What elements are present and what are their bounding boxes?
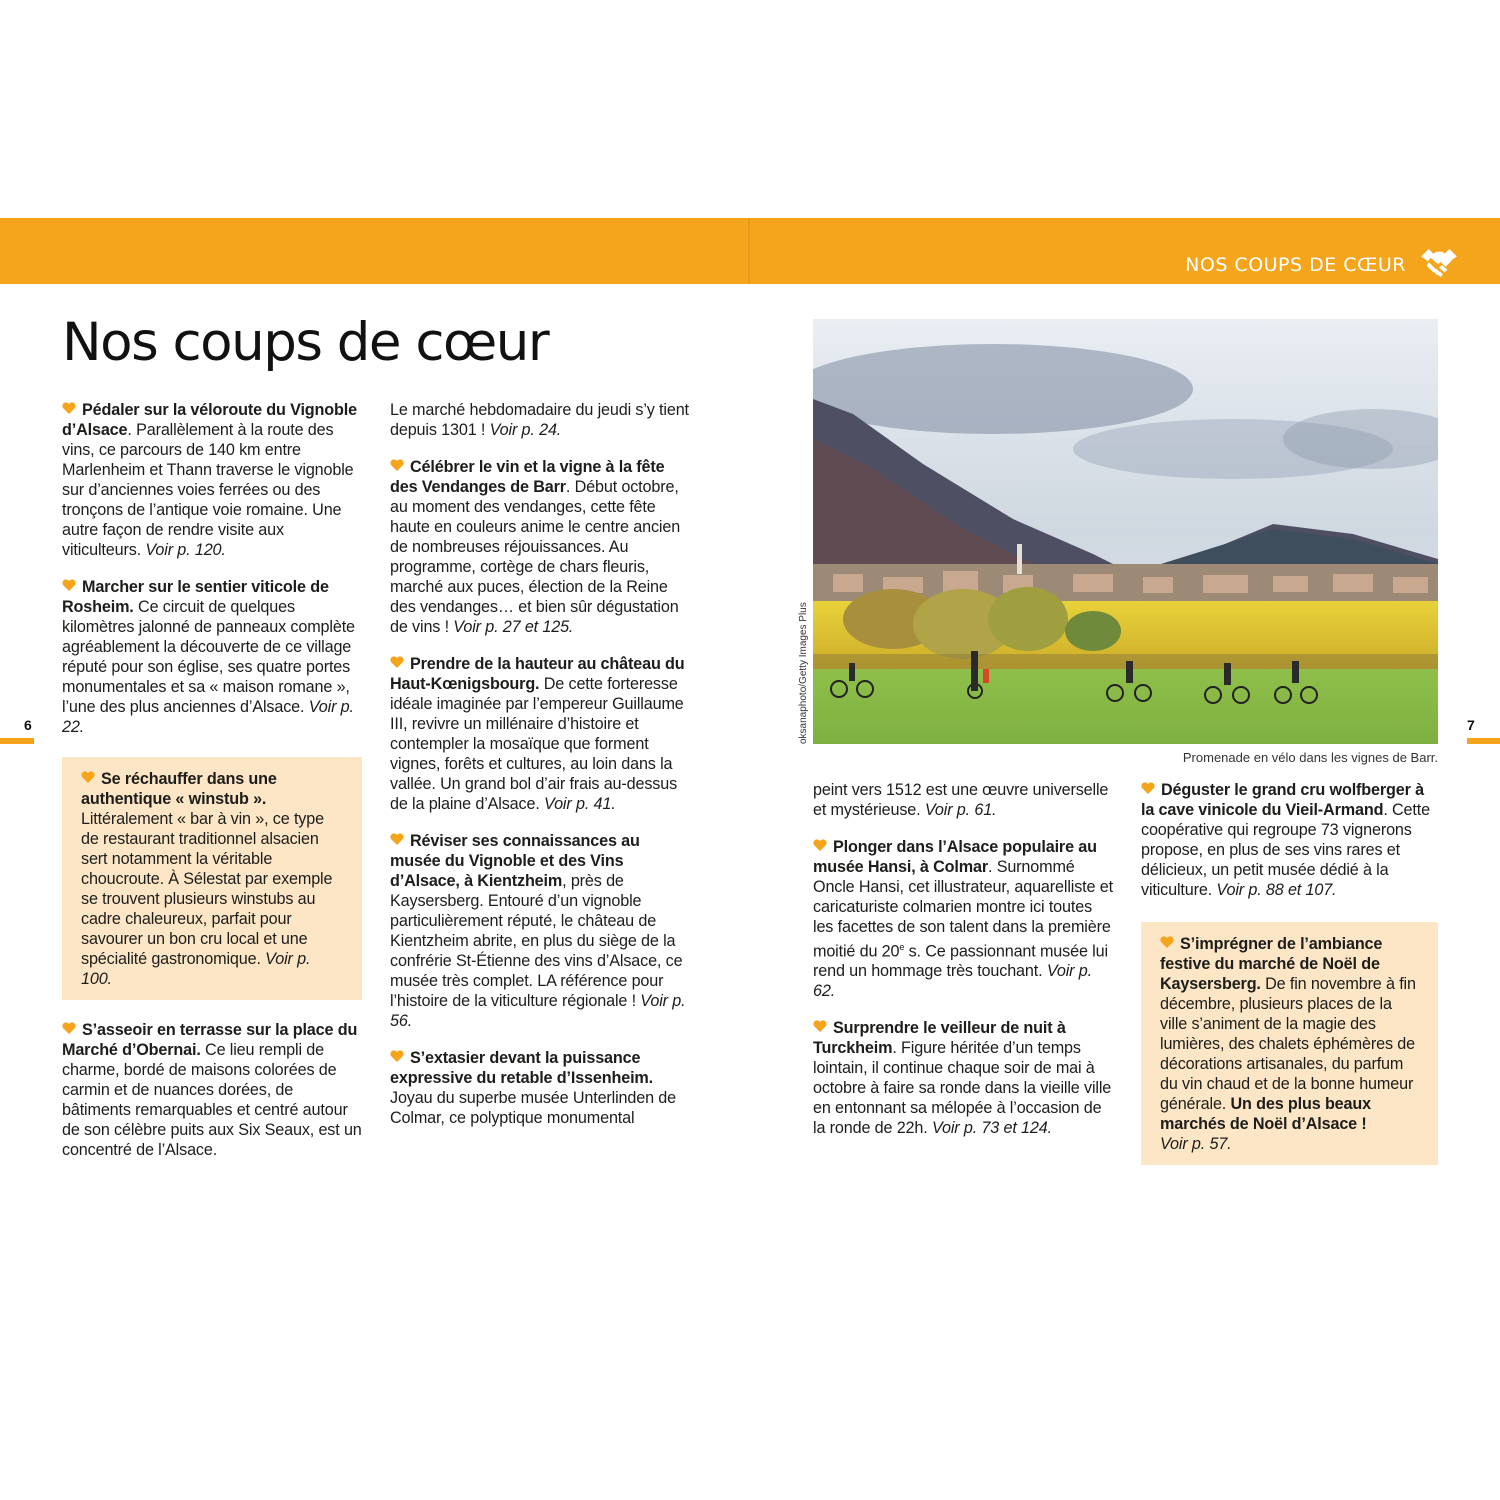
photo-cycling-vineyards-barr: [813, 319, 1438, 744]
photo-credit: oksanaphoto/Getty Images Plus: [798, 602, 809, 744]
page-reference: Voir p. 24.: [489, 421, 562, 439]
entry-title: Réviser ses connaissances au musée du Vignoble et des Vins d’Alsace, à Kientzheim: [390, 832, 640, 890]
entry-body: De cette forteresse idéale imaginée par l’empereur Guillaume III, revivre un millénaire d’histoire et contempler la mosaïque que forment vignes, forêts et cultures, au loin dans la vallée. Un grand bol d’air frais au-dessus de la plaine d’Alsace.: [390, 675, 684, 813]
heart-icon: [62, 579, 76, 591]
heart-icon: [62, 402, 76, 414]
column-1: [62, 400, 362, 1177]
punct: .: [127, 421, 137, 439]
punct: .: [892, 1039, 902, 1058]
page-reference: Voir p. 100.: [81, 950, 311, 988]
entry-haut-koenigsbourg: [390, 654, 690, 814]
entry-body: Littéralement « bar à vin », ce type de restaurant traditionnel alsacien sert notamment la véritable choucroute. À Sélestat par exemple se trouvent plusieurs winstubs au cadre chaleureux, parfait pour savourer un bon cru local et une spécialité gastronomique.: [81, 810, 333, 968]
entry-title: Se réchauffer dans une authentique « winstub ».: [81, 770, 277, 808]
entry-title: S’extasier devant la puissance expressive du retable d’Issenheim.: [390, 1049, 654, 1087]
folio-bar-left: [0, 738, 34, 744]
page-reference: Voir p. 22.: [62, 698, 354, 736]
heart-icon: [1160, 936, 1174, 948]
page-reference: Voir p. 120.: [145, 541, 226, 559]
entry-title: Surprendre le veilleur de nuit à Turckheim: [813, 1019, 1066, 1058]
page-reference: Voir p. 41.: [544, 795, 616, 813]
page-number-left: 6: [24, 717, 32, 733]
entry-obernai-continued: [390, 400, 690, 440]
page-number-right: 7: [1467, 717, 1475, 733]
punct: ,: [562, 872, 571, 890]
heart-icon: [813, 1020, 827, 1032]
column-3: [813, 780, 1113, 1155]
heart-icon: [390, 833, 404, 845]
entry-body: Ce circuit de quelques kilomètres jalonné de panneaux complète agréablement la découverte de ce village réputé pour son église, ses quatre portes monumentales et sa « maison romane », l’une des plus anciennes d’Alsace.: [62, 598, 355, 716]
entry-body: Figure héritée d’un temps lointain, il continue chaque soir de mai à octobre à faire sa ronde dans la vieille ville en entonnant sa mélopée à l’occasion de la ronde de 22h.: [813, 1039, 1112, 1138]
page-reference: Voir p. 88 et 107.: [1216, 881, 1337, 899]
entry-kientzheim: [390, 831, 690, 1031]
entry-body: près de Kaysersberg. Entouré d’un vignoble particulièrement réputé, le château de Kientzheim abrite, en plus du siège de la confrérie St-Étienne des vins d’Alsace, ce musée très complet. LA référence pour l’histoire de la viticulture régionale !: [390, 872, 683, 1010]
entry-title: Célébrer le vin et la vigne à la fête des Vendanges de Barr: [390, 458, 665, 496]
entry-musee-hansi: [813, 837, 1113, 1001]
folio-bar-right: [1467, 738, 1500, 744]
page-reference: Voir p. 56.: [390, 992, 686, 1030]
entry-body: Ce lieu rempli de charme, bordé de maisons colorées de carmin et de nuances dorées, de bâtiments remarquables et centré autour de son célèbre puits aux Six Seaux, est un concentré de l’Alsace.: [62, 1041, 362, 1159]
handshake-icon: [1420, 248, 1458, 278]
entry-body: Le marché hebdomadaire du jeudi s’y tient depuis 1301 !: [390, 401, 689, 439]
page-reference: Voir p. 57.: [1160, 1135, 1232, 1153]
entry-obernai: [62, 1020, 362, 1160]
entry-body: Cette coopérative qui regroupe 73 vignerons propose, en plus de ses vins rares et délicieux, un petit musée dédié à la viticulture.: [1141, 801, 1430, 899]
highlight-box-winstub: [62, 757, 362, 1000]
punct: .: [565, 478, 575, 496]
running-head: NOS COUPS DE CŒUR: [1185, 254, 1406, 276]
entry-vendanges-barr: [390, 457, 690, 637]
entry-body: Parallèlement à la route des vins, ce parcours de 140 km entre Marlenheim et Thann traverse le vignoble sur d’anciennes voies ferrées ou des tronçons de l’antique voie romaine. Une autre façon de rendre visite aux viticulteurs.: [62, 421, 354, 559]
entry-title: S’asseoir en terrasse sur la place du Marché d’Obernai.: [62, 1021, 358, 1059]
page-reference: Voir p. 73 et 124.: [931, 1119, 1052, 1138]
heart-icon: [81, 771, 95, 783]
heart-icon: [390, 656, 404, 668]
entry-body: s. Ce passionnant musée lui rend un hommage très touchant.: [813, 942, 1108, 981]
page-reference: Voir p. 62.: [813, 962, 1092, 1001]
entry-title: Prendre de la hauteur au château du Haut-Kœnigsbourg.: [390, 655, 685, 693]
heart-icon: [813, 839, 827, 851]
entry-issenheim: [390, 1048, 690, 1128]
column-4: [1141, 780, 1438, 1165]
entry-issenheim-continued: [813, 780, 1113, 820]
heart-icon: [390, 1050, 404, 1062]
photo-caption: Promenade en vélo dans les vignes de Barr.: [1182, 750, 1438, 765]
entry-turckheim: [813, 1018, 1113, 1138]
heart-icon: [1141, 782, 1155, 794]
entry-rosheim: [62, 577, 362, 737]
spread-gutter: [748, 218, 750, 284]
entry-emphasis: Un des plus beaux marchés de Noël d’Alsace !: [1160, 1095, 1371, 1133]
page-title: Nos coups de cœur: [62, 312, 549, 373]
entry-title: Déguster le grand cru wolfberger à la cave vinicole du Vieil-Armand: [1141, 781, 1424, 819]
entry-body: Joyau du superbe musée Unterlinden de Colmar, ce polyptique monumental: [390, 1089, 677, 1127]
entry-title: Marcher sur le sentier viticole de Rosheim.: [62, 578, 329, 616]
page-reference: Voir p. 61.: [924, 801, 997, 819]
entry-body: Début octobre, au moment des vendanges, cette fête haute en couleurs anime le centre ancien de nombreuses réjouissances. Au programme, cortège de chars fleuris, marché aux puces, élection de la Reine des vendanges… et bien sûr dégustation de vins !: [390, 478, 681, 636]
page-reference: Voir p. 27 et 125.: [453, 618, 574, 636]
section-banner: [0, 218, 1500, 284]
entry-body: peint vers 1512 est une œuvre universelle et mystérieuse.: [813, 781, 1109, 819]
superscript: e: [899, 942, 905, 952]
entry-title: S’imprégner de l’ambiance festive du marché de Noël de Kaysersberg.: [1160, 935, 1383, 993]
punct: .: [987, 858, 997, 876]
punct: .: [1383, 801, 1393, 819]
entry-veloroute: [62, 400, 362, 560]
column-2: [390, 400, 690, 1145]
heart-icon: [390, 459, 404, 471]
entry-body: Surnommé Oncle Hansi, cet illustrateur, aquarelliste et caricaturiste colmarien montre ici toutes les facettes de son talent dans la première moitié du 20: [813, 858, 1113, 961]
entry-title: Plonger dans l’Alsace populaire au musée Hansi, à Colmar: [813, 838, 1097, 876]
entry-vieil-armand: [1141, 780, 1438, 900]
heart-icon: [62, 1022, 76, 1034]
entry-title: Pédaler sur la véloroute du Vignoble d’Alsace: [62, 401, 357, 439]
highlight-box-kaysersberg: [1141, 922, 1438, 1165]
entry-body: De fin novembre à fin décembre, plusieurs places de la ville s’animent de la magie des lumières, des chalets éphémères de décorations artisanales, du parfum du vin chaud et de la bonne humeur générale.: [1160, 975, 1416, 1113]
